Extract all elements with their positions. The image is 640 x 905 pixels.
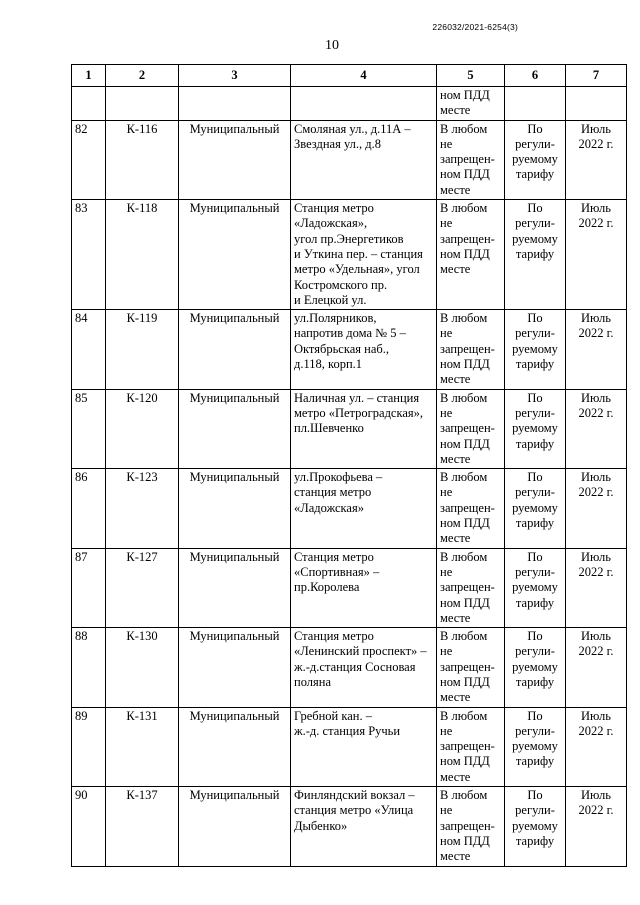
cell-tariff bbox=[505, 87, 566, 121]
table-row bbox=[72, 120, 627, 199]
cell-start-date bbox=[566, 548, 627, 627]
column-header: 2 bbox=[106, 65, 179, 87]
cell-line: регули- bbox=[515, 326, 555, 341]
cell-line: По bbox=[527, 201, 543, 216]
table-row bbox=[72, 389, 627, 468]
cell-route: К-130 bbox=[106, 628, 179, 707]
cell-line: запрещен- bbox=[440, 659, 495, 674]
table-row bbox=[72, 200, 627, 310]
cell-start-date bbox=[566, 310, 627, 389]
cell-line: тарифу bbox=[515, 436, 555, 451]
cell-stop-rule bbox=[437, 628, 505, 707]
cell-line: запрещен- bbox=[440, 580, 495, 595]
cell-line: месте bbox=[440, 451, 471, 466]
cell-tariff bbox=[505, 200, 566, 310]
cell-line: регули- bbox=[515, 803, 555, 818]
cell-line: По bbox=[527, 390, 543, 405]
cell-line: руемому bbox=[512, 580, 558, 595]
cell-line: Июль bbox=[581, 708, 611, 723]
cell-line: Станция метро bbox=[294, 549, 374, 564]
column-header: 1 bbox=[72, 65, 106, 87]
cell-line: месте bbox=[440, 531, 471, 546]
cell-route: К-116 bbox=[106, 120, 179, 199]
cell-line: Июль bbox=[581, 549, 611, 564]
cell-line: 2022 г. bbox=[578, 485, 614, 500]
cell-start-date bbox=[566, 200, 627, 310]
column-header: 3 bbox=[179, 65, 291, 87]
cell-line: Станция метро bbox=[294, 629, 374, 644]
cell-line: регули- bbox=[515, 644, 555, 659]
cell-type: Муниципальный bbox=[179, 707, 291, 786]
cell-line: ном ПДД bbox=[440, 595, 490, 610]
cell-tariff bbox=[505, 120, 566, 199]
cell-line: По bbox=[527, 549, 543, 564]
cell-line: запрещен- bbox=[440, 500, 495, 515]
cell-line: Июль bbox=[581, 470, 611, 485]
cell-address bbox=[291, 707, 437, 786]
cell-line: В любом bbox=[440, 470, 488, 485]
cell-line: В любом bbox=[440, 201, 488, 216]
cell-line: По bbox=[527, 788, 543, 803]
cell-line: Июль bbox=[581, 201, 611, 216]
cell-line: поляна bbox=[294, 674, 331, 689]
cell-number: 83 bbox=[72, 200, 106, 310]
cell-number: 82 bbox=[72, 120, 106, 199]
cell-line: пл.Шевченко bbox=[294, 421, 364, 436]
cell-route: К-137 bbox=[106, 787, 179, 866]
cell-line: и Елецкой ул. bbox=[294, 292, 367, 307]
cell-type: Муниципальный bbox=[179, 548, 291, 627]
column-header: 4 bbox=[291, 65, 437, 87]
cell-line: Июль bbox=[581, 311, 611, 326]
cell-line: Июль bbox=[581, 390, 611, 405]
cell-line: не bbox=[440, 803, 453, 818]
cell-address bbox=[291, 120, 437, 199]
cell-type: Муниципальный bbox=[179, 200, 291, 310]
cell-line: Дыбенко» bbox=[294, 818, 348, 833]
cell-line: метро «Петроградская», bbox=[294, 405, 424, 420]
cell-address bbox=[291, 200, 437, 310]
table-row bbox=[72, 787, 627, 866]
document-registration-number: 226032/2021-6254(3) bbox=[432, 22, 518, 32]
cell-line: месте bbox=[440, 372, 471, 387]
table-header-row bbox=[72, 65, 627, 87]
cell-line: станция метро «Улица bbox=[294, 803, 414, 818]
cell-stop-rule bbox=[437, 310, 505, 389]
cell-number: 90 bbox=[72, 787, 106, 866]
cell-line: ном ПДД bbox=[440, 357, 490, 372]
cell-route: К-123 bbox=[106, 469, 179, 548]
cell-address bbox=[291, 87, 437, 121]
cell-line: регули- bbox=[515, 405, 555, 420]
cell-line: тарифу bbox=[515, 754, 555, 769]
cell-tariff bbox=[505, 787, 566, 866]
cell-line: запрещен- bbox=[440, 152, 495, 167]
cell-number: 86 bbox=[72, 469, 106, 548]
cell-address bbox=[291, 787, 437, 866]
cell-line: не bbox=[440, 723, 453, 738]
cell-address bbox=[291, 389, 437, 468]
cell-line: 2022 г. bbox=[578, 803, 614, 818]
cell-stop-rule bbox=[437, 200, 505, 310]
cell-line: запрещен- bbox=[440, 818, 495, 833]
cell-line: Октябрьская наб., bbox=[294, 341, 389, 356]
cell-number: 85 bbox=[72, 389, 106, 468]
cell-line: не bbox=[440, 405, 453, 420]
cell-line: регули- bbox=[515, 136, 555, 151]
cell-line: тарифу bbox=[515, 833, 555, 848]
cell-type: Муниципальный bbox=[179, 787, 291, 866]
cell-route bbox=[106, 87, 179, 121]
cell-number bbox=[72, 87, 106, 121]
cell-address bbox=[291, 548, 437, 627]
cell-line: 2022 г. bbox=[578, 326, 614, 341]
cell-line: «Ладожская», bbox=[294, 216, 368, 231]
cell-line: регули- bbox=[515, 216, 555, 231]
cell-line: ном ПДД bbox=[440, 246, 490, 261]
cell-line: д.118, корп.1 bbox=[294, 357, 363, 372]
cell-line: ном ПДД bbox=[440, 674, 490, 689]
cell-line: Звездная ул., д.8 bbox=[294, 136, 382, 151]
cell-route: К-119 bbox=[106, 310, 179, 389]
cell-line: угол пр.Энергетиков bbox=[294, 231, 404, 246]
cell-start-date bbox=[566, 787, 627, 866]
cell-line: не bbox=[440, 485, 453, 500]
cell-line: тарифу bbox=[515, 357, 555, 372]
cell-line: ном ПДД bbox=[440, 516, 490, 531]
cell-line: ном ПДД bbox=[440, 754, 490, 769]
cell-route: К-131 bbox=[106, 707, 179, 786]
cell-type: Муниципальный bbox=[179, 469, 291, 548]
cell-line: По bbox=[527, 121, 543, 136]
cell-route: К-118 bbox=[106, 200, 179, 310]
cell-tariff bbox=[505, 628, 566, 707]
cell-line: руемому bbox=[512, 231, 558, 246]
cell-line: 2022 г. bbox=[578, 136, 614, 151]
cell-line: пр.Королева bbox=[294, 580, 360, 595]
routes-table bbox=[71, 64, 627, 867]
cell-line: месте bbox=[440, 182, 471, 197]
cell-line: месте bbox=[440, 690, 471, 705]
cell-line: руемому bbox=[512, 152, 558, 167]
cell-line: ж.-д.станция Сосновая bbox=[294, 659, 416, 674]
cell-line: месте bbox=[440, 769, 471, 784]
cell-line: ул.Прокофьева – bbox=[294, 470, 383, 485]
cell-line: В любом bbox=[440, 708, 488, 723]
cell-start-date bbox=[566, 469, 627, 548]
cell-line: не bbox=[440, 564, 453, 579]
cell-line: ном ПДД bbox=[440, 833, 490, 848]
cell-address bbox=[291, 310, 437, 389]
cell-stop-rule bbox=[437, 469, 505, 548]
column-header: 7 bbox=[566, 65, 627, 87]
cell-line: Финляндский вокзал – bbox=[294, 788, 415, 803]
page-number: 10 bbox=[325, 38, 339, 53]
cell-line: месте bbox=[440, 849, 471, 864]
table-row bbox=[72, 469, 627, 548]
cell-line: 2022 г. bbox=[578, 644, 614, 659]
cell-number: 89 bbox=[72, 707, 106, 786]
cell-stop-rule bbox=[437, 120, 505, 199]
cell-line: руемому bbox=[512, 421, 558, 436]
cell-number: 88 bbox=[72, 628, 106, 707]
cell-line: ном ПДД bbox=[440, 167, 490, 182]
cell-stop-rule bbox=[437, 548, 505, 627]
cell-type: Муниципальный bbox=[179, 389, 291, 468]
cell-line: В любом bbox=[440, 788, 488, 803]
cell-line: не bbox=[440, 644, 453, 659]
cell-type: Муниципальный bbox=[179, 628, 291, 707]
cell-line: запрещен- bbox=[440, 421, 495, 436]
cell-stop-rule bbox=[437, 787, 505, 866]
cell-line: В любом bbox=[440, 390, 488, 405]
cell-line: 2022 г. bbox=[578, 564, 614, 579]
cell-stop-rule bbox=[437, 707, 505, 786]
column-header: 5 bbox=[437, 65, 505, 87]
cell-line: По bbox=[527, 470, 543, 485]
cell-line: не bbox=[440, 136, 453, 151]
cell-stop-rule bbox=[437, 389, 505, 468]
cell-line: Костромского пр. bbox=[294, 277, 388, 292]
cell-route: К-127 bbox=[106, 548, 179, 627]
cell-line: руемому bbox=[512, 739, 558, 754]
cell-line: Станция метро bbox=[294, 201, 374, 216]
cell-line: регули- bbox=[515, 564, 555, 579]
cell-tariff bbox=[505, 469, 566, 548]
cell-line: регули- bbox=[515, 485, 555, 500]
cell-number: 84 bbox=[72, 310, 106, 389]
cell-line: По bbox=[527, 708, 543, 723]
cell-line: не bbox=[440, 326, 453, 341]
cell-line: тарифу bbox=[515, 595, 555, 610]
cell-line: месте bbox=[440, 262, 471, 277]
cell-line: запрещен- bbox=[440, 231, 495, 246]
cell-line: «Ладожская» bbox=[294, 500, 364, 515]
cell-tariff bbox=[505, 548, 566, 627]
cell-line: тарифу bbox=[515, 516, 555, 531]
cell-type: Муниципальный bbox=[179, 310, 291, 389]
cell-line: не bbox=[440, 216, 453, 231]
cell-line: Гребной кан. – bbox=[294, 708, 372, 723]
cell-line: руемому bbox=[512, 341, 558, 356]
cell-line: В любом bbox=[440, 121, 488, 136]
cell-line: Смоляная ул., д.11А – bbox=[294, 121, 411, 136]
cell-line: В любом bbox=[440, 549, 488, 564]
cell-line: станция метро bbox=[294, 485, 372, 500]
cell-line: месте bbox=[440, 103, 471, 118]
cell-line: В любом bbox=[440, 629, 488, 644]
cell-address bbox=[291, 628, 437, 707]
column-header: 6 bbox=[505, 65, 566, 87]
cell-line: руемому bbox=[512, 818, 558, 833]
cell-type: Муниципальный bbox=[179, 120, 291, 199]
table-row bbox=[72, 310, 627, 389]
table-row bbox=[72, 548, 627, 627]
cell-line: ном ПДД bbox=[440, 88, 490, 102]
cell-start-date bbox=[566, 120, 627, 199]
table-row bbox=[72, 707, 627, 786]
cell-line: руемому bbox=[512, 500, 558, 515]
cell-line: «Ленинский проспект» – bbox=[294, 644, 427, 659]
cell-line: Июль bbox=[581, 788, 611, 803]
cell-line: тарифу bbox=[515, 246, 555, 261]
cell-tariff bbox=[505, 707, 566, 786]
cell-route: К-120 bbox=[106, 389, 179, 468]
cell-line: По bbox=[527, 629, 543, 644]
cell-line: 2022 г. bbox=[578, 405, 614, 420]
cell-line: напротив дома № 5 – bbox=[294, 326, 406, 341]
cell-type bbox=[179, 87, 291, 121]
cell-line: По bbox=[527, 311, 543, 326]
cell-start-date bbox=[566, 389, 627, 468]
cell-line: Июль bbox=[581, 121, 611, 136]
cell-address bbox=[291, 469, 437, 548]
cell-tariff bbox=[505, 310, 566, 389]
cell-line: 2022 г. bbox=[578, 216, 614, 231]
cell-start-date bbox=[566, 87, 627, 121]
cell-line: Наличная ул. – станция bbox=[294, 390, 420, 405]
cell-line: Июль bbox=[581, 629, 611, 644]
cell-line: В любом bbox=[440, 311, 488, 326]
cell-start-date bbox=[566, 707, 627, 786]
cell-line: запрещен- bbox=[440, 341, 495, 356]
cell-line: руемому bbox=[512, 659, 558, 674]
cell-line: и Уткина пер. – станция bbox=[294, 246, 423, 261]
cell-line: месте bbox=[440, 610, 471, 625]
cell-line: запрещен- bbox=[440, 739, 495, 754]
cell-tariff bbox=[505, 389, 566, 468]
table-row-continuation bbox=[72, 87, 627, 121]
cell-line: регули- bbox=[515, 723, 555, 738]
cell-line: ул.Полярников, bbox=[294, 311, 377, 326]
cell-line: тарифу bbox=[515, 167, 555, 182]
cell-number: 87 bbox=[72, 548, 106, 627]
cell-line: ж.-д. станция Ручьи bbox=[294, 723, 401, 738]
table-row bbox=[72, 628, 627, 707]
cell-line: 2022 г. bbox=[578, 723, 614, 738]
cell-line: метро «Удельная», угол bbox=[294, 262, 420, 277]
cell-line: тарифу bbox=[515, 674, 555, 689]
cell-start-date bbox=[566, 628, 627, 707]
cell-stop-rule bbox=[437, 87, 505, 121]
cell-line: «Спортивная» – bbox=[294, 564, 380, 579]
cell-line: ном ПДД bbox=[440, 436, 490, 451]
